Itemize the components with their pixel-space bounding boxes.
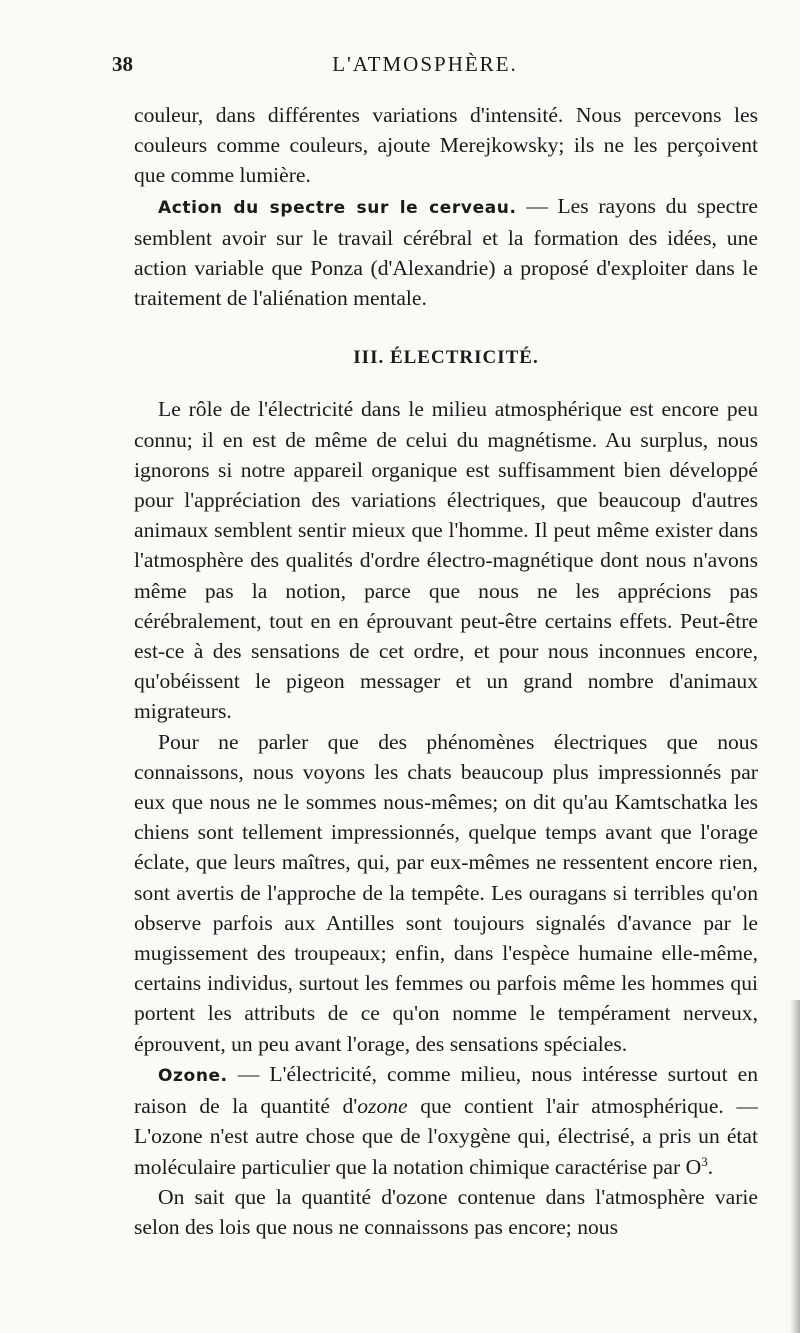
paragraph-6: On sait que la quantité d'ozone contenue dans l'atmosphère varie selon des lois que nous ne connaissons pas encore; nous (134, 1184, 758, 1239)
paragraph-2 (134, 191, 758, 314)
superscript-3: 3 (701, 1153, 708, 1169)
paragraph-5-text-b: que contient l'air atmosphérique. — L'ozone n'est autre chose que de l'oxygène qui, électrisé, a pris un état moléculaire particulier que la notation chimique caractérise par O (134, 1094, 758, 1179)
runin-heading-spectre: Action du spectre sur le cerveau. (158, 197, 517, 218)
page-header (112, 52, 738, 86)
running-head: L'ATMOSPHÈRE. (332, 52, 518, 76)
italic-ozone: ozone (357, 1094, 408, 1119)
body-text (134, 100, 758, 1242)
paragraph-5-end: . (707, 1154, 714, 1179)
section-heading: III. ÉLECTRICITÉ. (353, 347, 539, 369)
runin-heading-ozone: Ozone. (158, 1065, 228, 1086)
paragraph-2-text: — Les rayons du spectre semblent avoir sur le travail cérébral et la formation des idées, une action variable que Ponza (d'Alexandrie) a proposé d'exploiter dans le traitement de l'aliénation mentale. (134, 193, 758, 311)
paragraph-5 (134, 1059, 758, 1182)
paragraph-5-text-a: — L'électricité, comme milieu, nous intéresse surtout en raison de la quantité d' (134, 1061, 758, 1119)
page-number: 38 (112, 52, 133, 76)
paragraph-3: Le rôle de l'électricité dans le milieu atmosphérique est encore peu connu; il en est de même de celui du magnétisme. Au surplus, nous ignorons si notre appareil organique est suffisamment bien développé pour l'appréciation des variations électriques, que beaucoup d'autres animaux semblent sentir mieux que l'homme. Il peut même exister dans l'atmosphère des qualités d'ordre électro-magnétique dont nous n'avons même pas la notion, parce que nous ne les apprécions pas cérébralement, tout en en éprouvant peut-être certains effets. Peut-être est-ce à des sensations de cet ordre, et pour nous inconnues encore, qu'obéissent le pigeon messager et un grand nombre d'animaux migrateurs. (134, 397, 758, 724)
paragraph-1: couleur, dans différentes variations d'intensité. Nous percevons les couleurs comme couleurs, ajoute Merejkowsky; ils ne les perçoivent que comme lumière. (134, 103, 758, 188)
paragraph-4: Pour ne parler que des phénomènes électriques que nous connaissons, nous voyons les chats beaucoup plus impressionnés par eux que nous ne le sommes nous-mêmes; on dit qu'au Kamtschatka les chiens sont tellement impressionnés, quelque temps avant que l'orage éclate, que leurs maîtres, qui, par eux-mêmes ne ressentent encore rien, sont avertis de l'approche de la tempête. Les ouragans si terribles qu'on observe parfois aux Antilles sont toujours signalés d'avance par le mugissement des troupeaux; enfin, dans l'espèce humaine elle-même, certains individus, surtout les femmes ou parfois même les hommes qui portent les attributs de ce qu'on nomme le tempérament nerveux, éprouvent, un peu avant l'orage, des sensations spéciales. (134, 729, 758, 1056)
page-edge-shadow (790, 1000, 800, 1333)
